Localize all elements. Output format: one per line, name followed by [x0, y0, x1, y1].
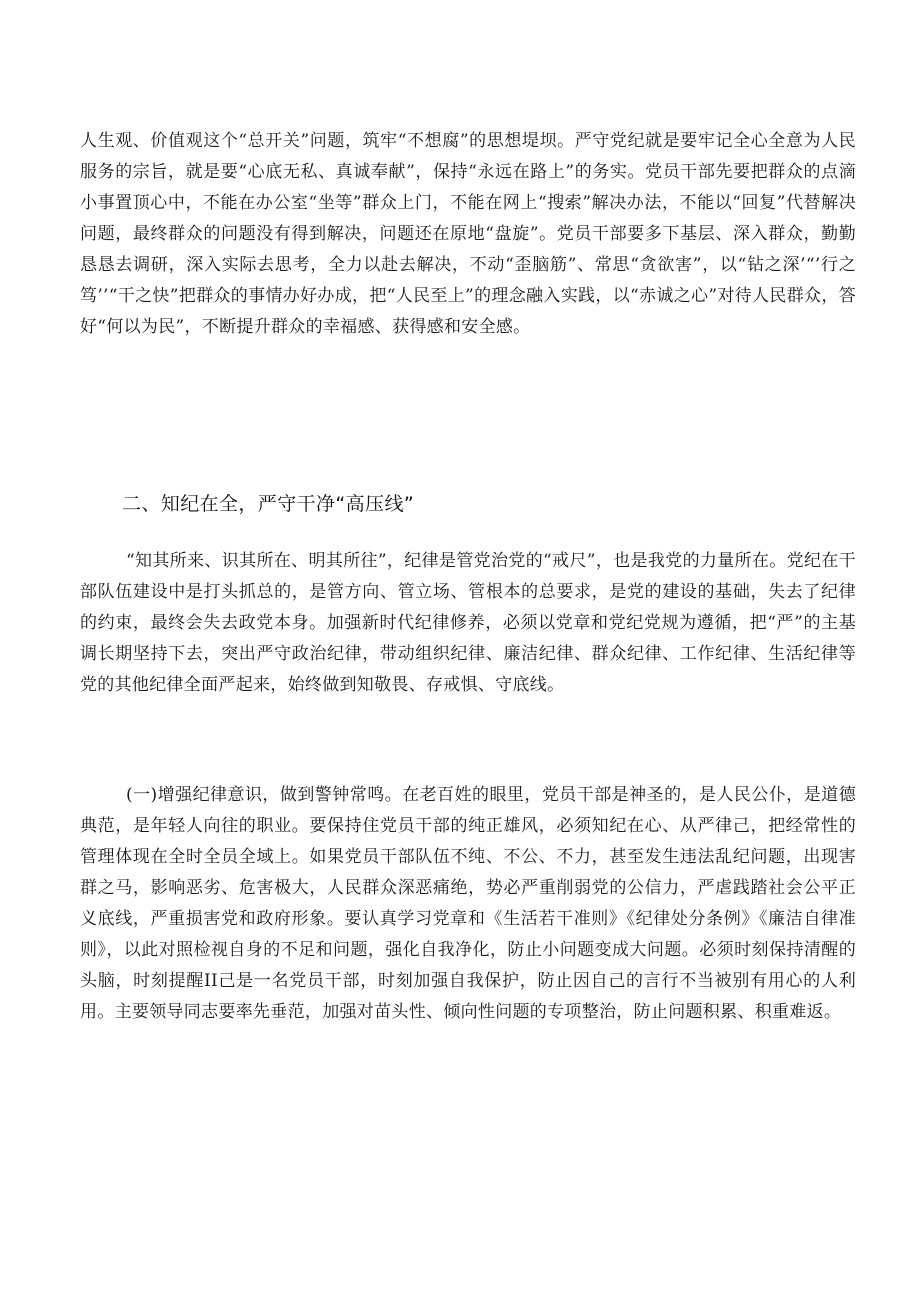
paragraph-2: “知其所来、识其所在、明其所往”，纪律是管党治党的“戒尺”，也是我党的力量所在。党纪在干部队伍建设中是打头抓总的，是管方向、管立场、管根本的总要求，是党的建设的基础，失去了纪律的约束，最终会失去政党本身。加强新时代纪律修养，必须以党章和党纪党规为遵循，把“严”的主基调长期坚持下去，突出严守政治纪律，带动组织纪律、廉洁纪律、群众纪律、工作纪律、生活纪律等党的其他纪律全面严起来，始终做到知敬畏、存戒惧、守底线。	[80, 551, 856, 695]
paragraph-1: 人生观、价值观这个“总开关”问题，筑牢“不想腐”的思想堤坝。严守党纪就是要牢记全心全意为人民服务的宗旨，就是要“心底无私、真诚奉献”，保持“永远在路上”的务实。党员干部先要把群众的点滴小事置顶心中，不能在办公室“坐等”群众上门，不能在网上“搜索”解决办法，不能以“回复”代替解决问题，最终群众的问题没有得到解决，问题还在原地“盘旋”。党员干部要多下基层、深入群众，勤勤恳恳去调研，深入实际去思考，全力以赴去解决，不动“歪脑筋”、常思“贪欲害”，以“钻之深’“’行之笃’’“干之快”把群众的事情办好办成，把“人民至上”的理念融入实践，以“赤诚之心”对待人民群众，答好“何以为民”，不断提升群众的幸福感、获得感和安全感。	[80, 131, 856, 337]
section-heading: 二、知纪在全，严守干净“高压线”	[122, 493, 415, 515]
paragraph-3: (一)增强纪律意识，做到警钟常鸣。在老百姓的眼里，党员干部是神圣的，是人民公仆，是道德典范，是年轻人向往的职业。要保持住党员干部的纯正雄风，必须知纪在心、从严律己，把经常性的管理体现在全时全员全域上。如果党员干部队伍不纯、不公、不力，甚至发生违法乱纪问题，出现害群之马，影响恶劣、危害极大，人民群众深恶痛绝，势必严重削弱党的公信力，严虐践踏社会公平正义底线，严重损害党和政府形象。要认真学习党章和《生活若干准则》《纪律处分条例》《廉洁自律准则》，以此对照检视自身的不足和问题，强化自我净化，防止小问题变成大问题。必须时刻保持清醒的头脑，时刻提醒II己是一名党员干部，时刻加强自我保护，防止因自己的言行不当被别有用心的人利用。主要领导同志要率先垂范，加强对苗头性、倾向性问题的专项整治，防止问题积累、积重难返。	[80, 785, 856, 1022]
